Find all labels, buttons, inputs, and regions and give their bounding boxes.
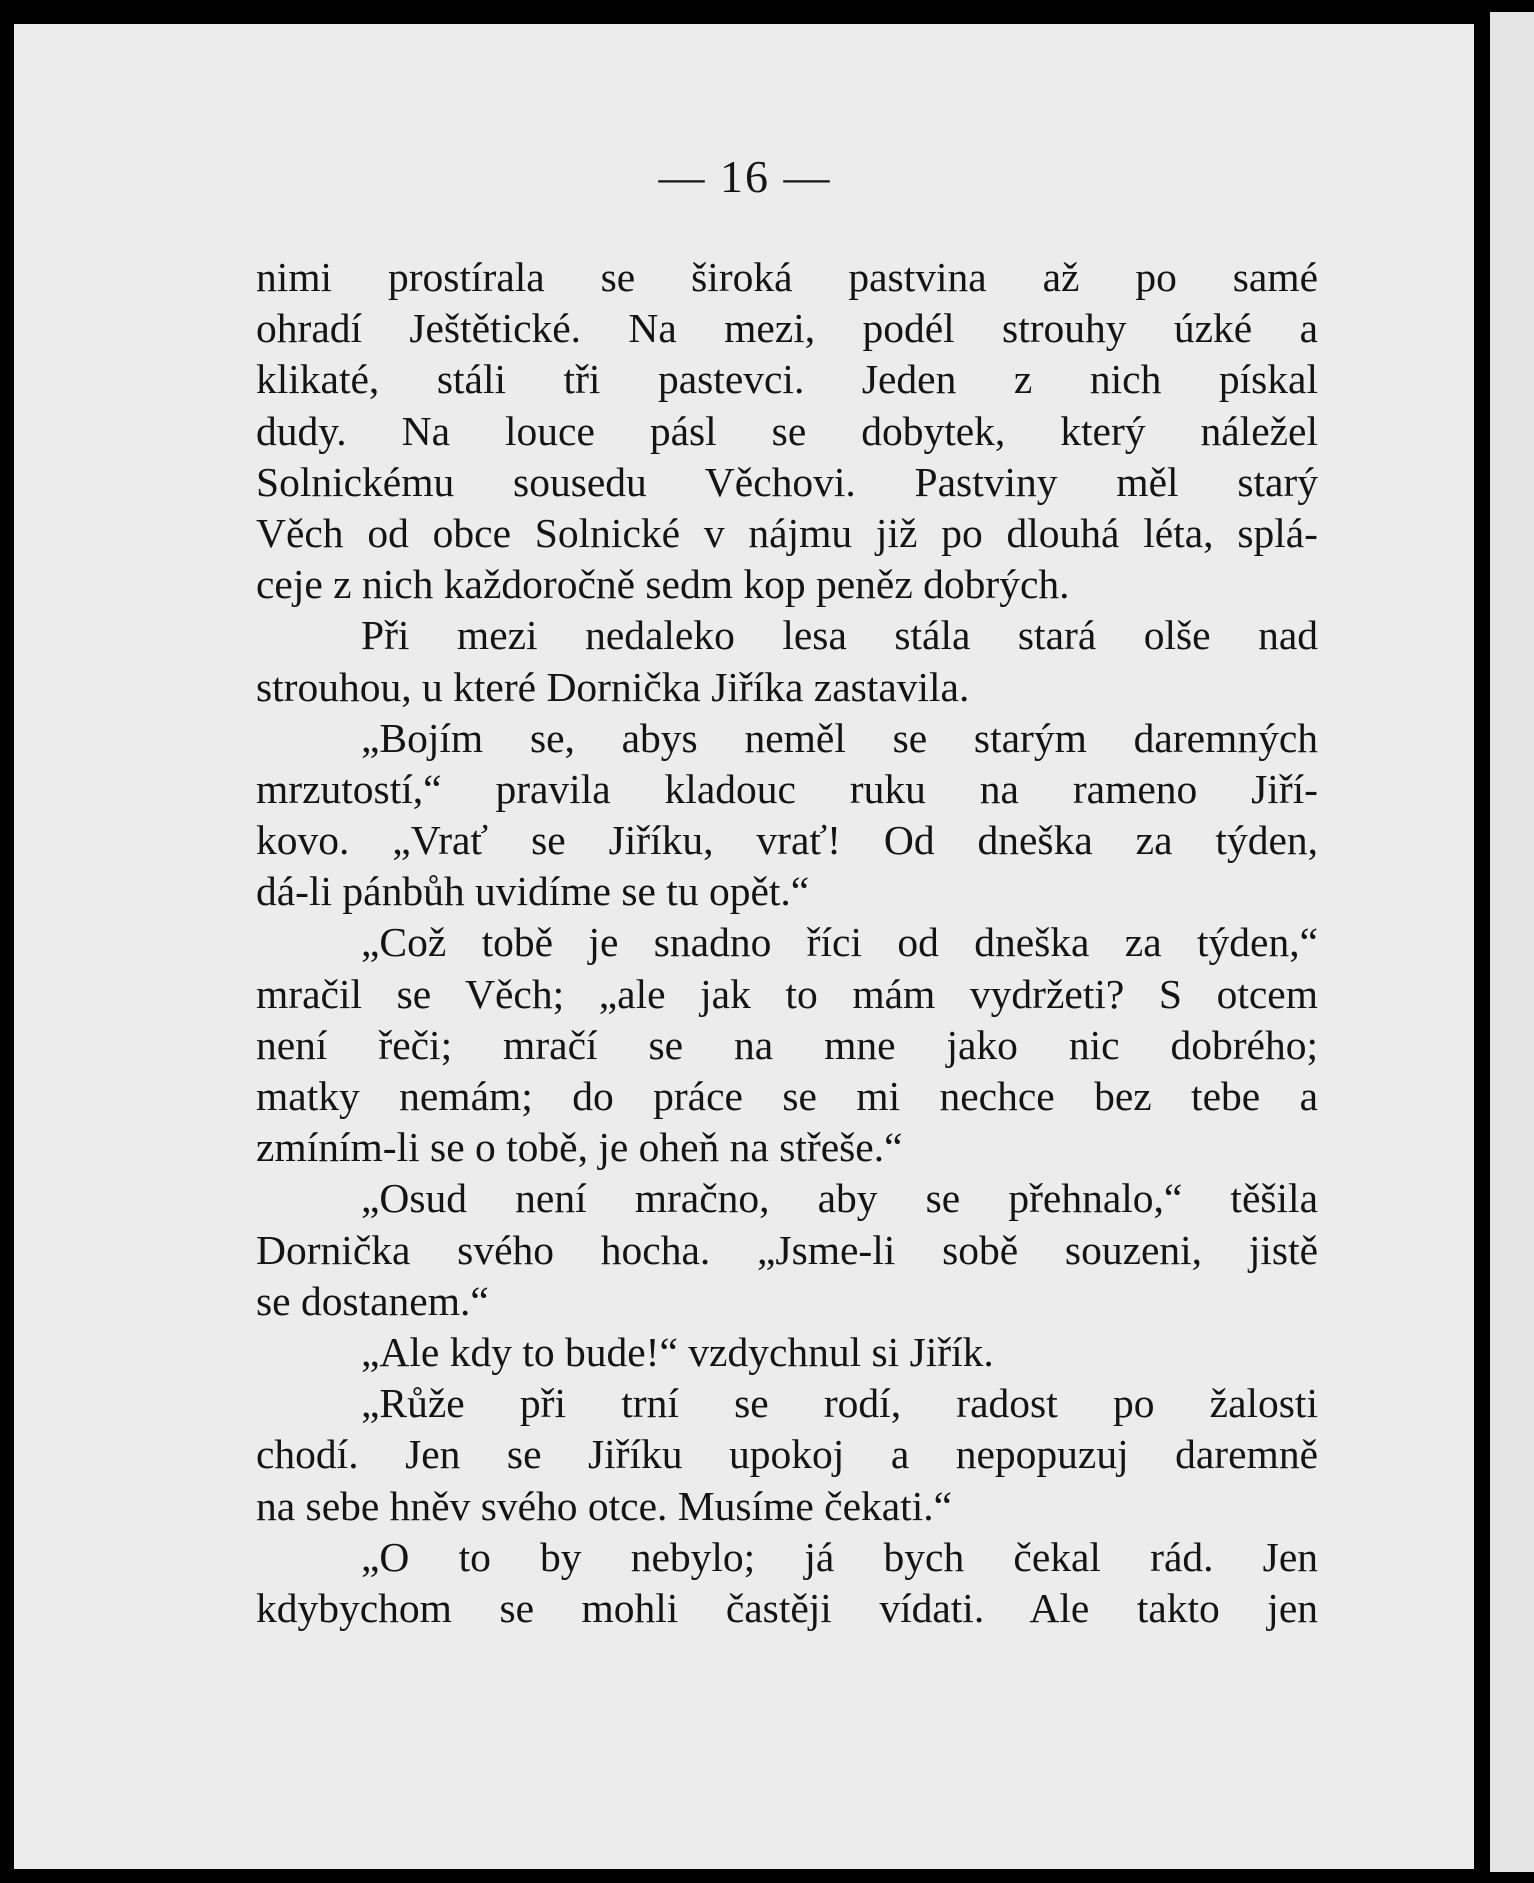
text-line: zmíním-li se o tobě, je oheň na střeše.“	[256, 1124, 903, 1171]
text-line: není řeči; mračí se na mne jako nic dobrého;	[256, 1021, 1318, 1068]
text-line: „Ale kdy to bude!“ vzdychnul si Jiřík.	[361, 1328, 994, 1375]
text-line: matky nemám; do práce se mi nechce bez tebe a	[256, 1073, 1318, 1119]
text-line: strouhou, u které Dornička Jiříka zastavila.	[256, 663, 970, 710]
text-line: mračil se Věch; „ale jak to mám vydržeti? S otcem	[256, 970, 1318, 1017]
text-line: kovo. „Vrať se Jiříku, vrať! Od dneška za týden,	[256, 817, 1318, 864]
text-line: se dostanem.“	[256, 1277, 489, 1324]
text-line: na sebe hněv svého otce. Musíme čekati.“	[256, 1482, 953, 1529]
body-text	[256, 252, 1318, 1634]
text-line: „Což tobě je snadno říci od dneška za týden,“	[361, 919, 1318, 966]
text-line: ohradí Ještětické. Na mezi, podél strouhy úzké a	[256, 305, 1318, 352]
text-line: Dornička svého hocha. „Jsme-li sobě souzeni, jistě	[256, 1226, 1318, 1273]
adjacent-page-edge	[1490, 12, 1534, 1872]
text-line: dudy. Na louce pásl se dobytek, který náležel	[256, 407, 1318, 454]
text-line: mrzutostí,“ pravila kladouc ruku na rameno Jiří-	[256, 765, 1318, 812]
text-line: Věch od obce Solnické v nájmu již po dlouhá léta, splá-	[256, 509, 1318, 556]
text-line: klikaté, stáli tři pastevci. Jeden z nich pískal	[256, 356, 1318, 403]
page-number: — 16 —	[658, 151, 832, 202]
text-line: dá-li pánbůh uvidíme se tu opět.“	[256, 868, 810, 915]
text-line: Solnickému sousedu Věchovi. Pastviny měl starý	[256, 458, 1318, 505]
text-line: „Bojím se, abys neměl se starým daremných	[361, 714, 1318, 761]
text-line: „Růže při trní se rodí, radost po žalosti	[361, 1380, 1318, 1427]
text-line: nimi prostírala se široká pastvina až po samé	[256, 254, 1318, 300]
text-line: Při mezi nedaleko lesa stála stará olše nad	[361, 612, 1318, 659]
text-line: kdybychom se mohli častěji vídati. Ale takto jen	[256, 1584, 1318, 1631]
text-line: „O to by nebylo; já bych čekal rád. Jen	[361, 1533, 1318, 1580]
text-line: ceje z nich každoročně sedm kop peněz dobrých.	[256, 561, 1070, 608]
text-line: chodí. Jen se Jiříku upokoj a nepopuzuj daremně	[256, 1431, 1318, 1478]
text-line: „Osud není mračno, aby se přehnalo,“ těšila	[361, 1175, 1318, 1222]
